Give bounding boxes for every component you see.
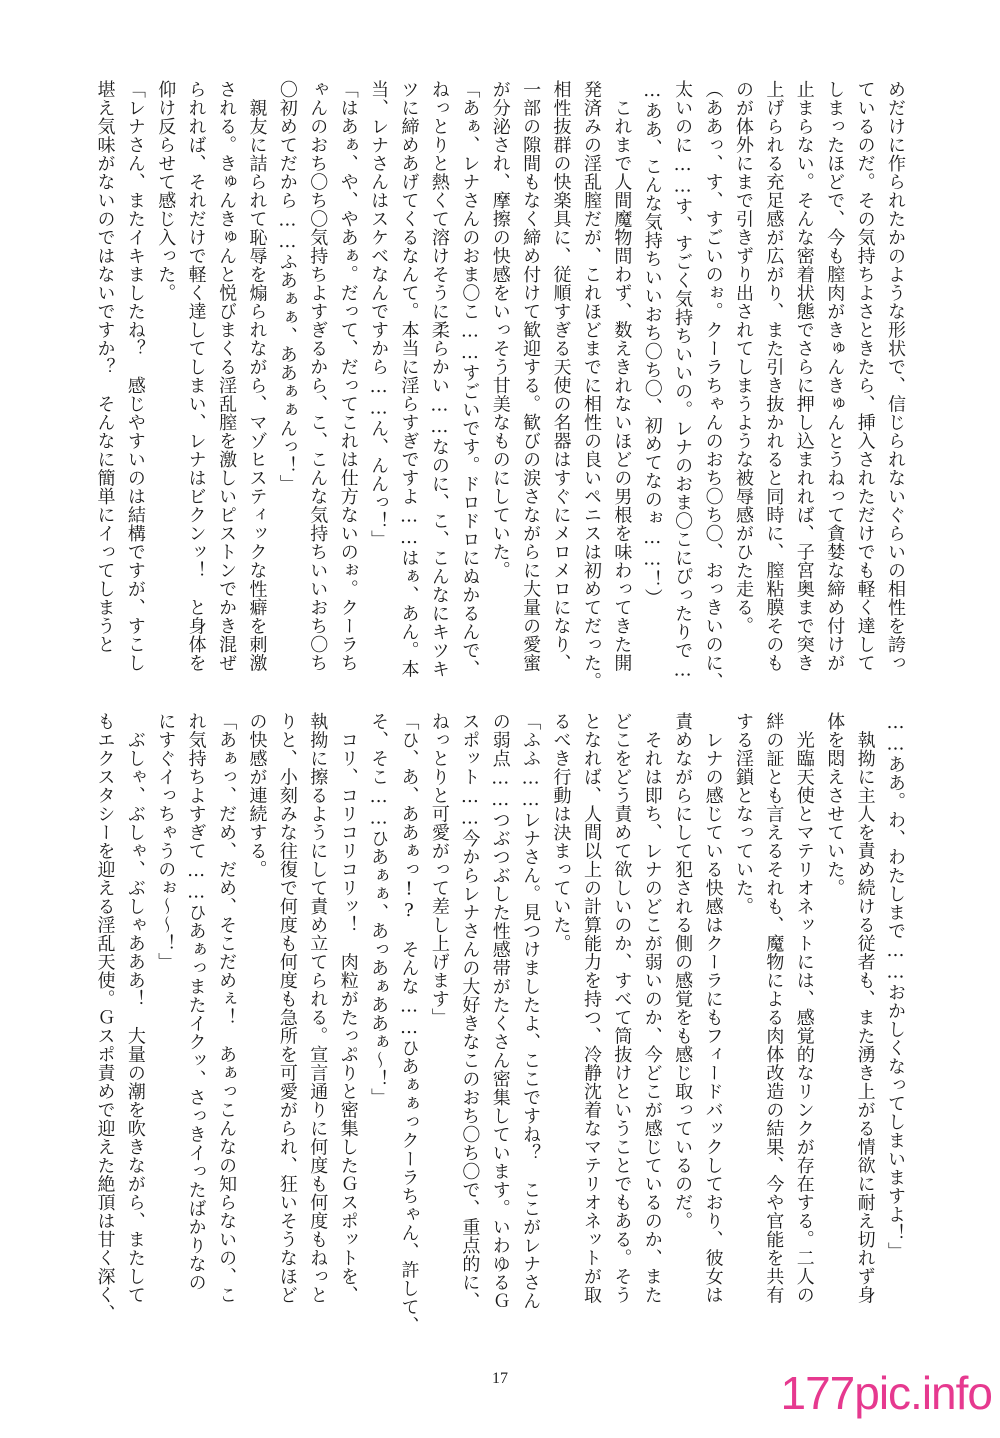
text-line: めだけに作られたかのような形状で、信じられないぐらいの相性を誇っ xyxy=(885,80,906,672)
text-line: の弱点……つぶつぶした性感帯がたくさん密集しています。いわゆるＧ xyxy=(489,712,511,1310)
text-line: 「あぁっ、だめ、だめ、そこだめぇ！ あぁっこんなの知らないの、こ xyxy=(216,712,238,1304)
text-line: 相性抜群の快楽具に、従順すぎる天使の名器はすぐにメロメロになり、 xyxy=(550,80,572,672)
text-line: 「ふふ……レナさん。見つけましたよ、ここですね？ ここがレナさん xyxy=(520,712,542,1310)
text-line: 太いのに……す、すごく気持ちいいの。レナのおま〇こにぴったりで… xyxy=(672,80,694,681)
text-line: 「はあぁ、や、やあぁ。だって、だってこれは仕方ないのぉ。クーラち xyxy=(337,80,359,672)
text-line: のが体外にまで引きずり出されてしまうような被辱感がひた走る。 xyxy=(732,80,754,635)
text-line: しまったほどで、今も膣肉がきゅんきゅんとうねって貪婪な締め付けが xyxy=(824,80,846,672)
text-line: の快感が連続する。 xyxy=(246,712,268,879)
text-line: ……ああ。わ、わたしまで……おかしくなってしまいますよ！」 xyxy=(885,712,906,1261)
text-line: れ気持ちよすぎて……ひあぁっまたイクッ、さっきイったばかりなの xyxy=(185,712,207,1292)
page-number: 17 xyxy=(492,1370,508,1387)
text-line: （ああっ、す、すごいのぉ。クーラちゃんのおち〇ち〇、おっきいのに、 xyxy=(702,80,724,691)
text-line: される。きゅんきゅんと悦びまくる淫乱膣を激しいピストンでかき混ぜ xyxy=(216,80,238,672)
text-line: …ああ、こんな気持ちいいおち〇ち〇、初めてなのぉ……！） xyxy=(641,80,663,607)
text-line: 当、レナさんはスケベなんですから……ん、んんっ！」 xyxy=(368,80,390,549)
watermark-text: 177pic.info xyxy=(780,1367,992,1419)
text-line: 「レナさん、またイキましたね？ 感じやすいのは結構ですが、すこし xyxy=(124,80,146,672)
bottom-text-block xyxy=(94,712,910,1335)
text-line: りと、小刻みな往復で何度も何度も急所を可愛がられ、狂いそうなほど xyxy=(276,712,298,1304)
text-line: コリ、コリコリコリッ！ 肉粒がたっぷりと密集したＧスポットを、 xyxy=(337,712,359,1304)
text-line: スポット……今からレナさんの大好きなこのおち〇ち〇で、重点的に、 xyxy=(459,712,481,1310)
text-line: 光臨天使とマテリオネットには、感覚的なリンクが存在する。二人の xyxy=(793,712,815,1304)
text-line: ねっとりと熱くて溶けそうに柔らかい……なのに、こ、こんなにキツキ xyxy=(428,80,450,678)
text-line: られれば、それだけで軽く達してしまい、レナはビクンッ！ と身体を xyxy=(185,80,207,672)
text-line: 上げられる充足感が広がり、また引き抜かれると同時に、膣粘膜そのも xyxy=(763,80,785,672)
text-line: 堪え気味がないのではないですか？ そんなに簡単にイってしまうと xyxy=(94,80,116,654)
text-line: 「ひ、あ、ああぁっ!? そんな……ひあぁぁっクーラちゃん、許して、 xyxy=(398,712,420,1335)
text-line: 執拗に主人を責め続ける従者も、また湧き上がる情欲に耐え切れず身 xyxy=(854,712,876,1304)
text-line: 仰け反らせて感じ入った。 xyxy=(155,80,177,302)
text-line: これまで人間魔物問わず、数えきれないほどの男根を味わってきた開 xyxy=(611,80,633,672)
text-line: ゃんのおち〇ち〇気持ちよすぎるから、こ、こんな気持ちいいおち〇ち xyxy=(307,80,329,672)
text-line: 止まらない。そんな密着状態でさらに押し込まれれば、子宮奥まで突き xyxy=(793,80,815,672)
text-line: 親友に詰られて恥辱を煽られながら、マゾヒスティックな性癖を刺激 xyxy=(246,80,268,672)
text-line: それは即ち、レナのどこが弱いのか、今どこが感じているのか、また xyxy=(641,712,663,1304)
text-line: ねっとりと可愛がって差し上げます」 xyxy=(428,712,450,1027)
text-line: 執拗に擦るようにして責め立てられる。宣言通りに何度も何度もねっと xyxy=(307,712,329,1304)
text-line: する淫鎖となっていた。 xyxy=(732,712,754,916)
text-line: 体を悶えさせていた。 xyxy=(824,712,846,897)
text-line: るべき行動は決まっていた。 xyxy=(550,712,572,953)
text-line: となれば、人間以上の計算能力を持つ、冷静沈着なマテリオネットが取 xyxy=(580,712,602,1304)
text-line: そ、そこ……ひあぁぁ、あっあぁああぁ～！」 xyxy=(368,712,390,1107)
text-line: もエクスタシーを迎える淫乱天使。Ｇスポ責めで迎えた絶頂は甘く深く、 xyxy=(94,712,116,1323)
text-line: ツに締めあげてくるなんて。本当に淫らすぎですよ……はぁ、あん。本 xyxy=(398,80,420,678)
text-line: ているのだ。その気持ちよさときたら、挿入されただけでも軽く達して xyxy=(854,80,876,672)
text-line: 〇初めてだから……ふあぁぁ、ああぁぁんっ！」 xyxy=(276,80,298,493)
text-line: にすぐイっちゃうのぉ～～！」 xyxy=(155,712,177,971)
text-line: どこをどう責めて欲しいのか、すべて筒抜けということでもある。そう xyxy=(611,712,633,1304)
text-line: レナの感じている快感はクーラにもフィードバックしており、彼女は xyxy=(702,712,724,1304)
text-line: 発済みの淫乱膣だが、これほどまでに相性の良いペニスは初めてだった。 xyxy=(580,80,602,691)
text-line: 「あぁ、レナさんのおま〇こ……すごいです。ドロドロにぬかるんで、 xyxy=(459,80,481,678)
top-text-block xyxy=(94,80,910,691)
text-line: 一部の隙間もなく締め付けて歓迎する。歓びの涙さながらに大量の愛蜜 xyxy=(520,80,542,672)
text-line: 絆の証とも言えるそれも、魔物による肉体改造の結果、今や官能を共有 xyxy=(763,712,785,1304)
text-line: が分泌され、摩擦の快感をいっそう甘美なものにしていた。 xyxy=(489,80,511,580)
text-line: 責めながらにして犯される側の感覚をも感じ取っているのだ。 xyxy=(672,712,694,1230)
text-line: ぶしゃ、ぶしゃ、ぶしゃあああ！ 大量の潮を吹きながら、またして xyxy=(124,712,146,1304)
